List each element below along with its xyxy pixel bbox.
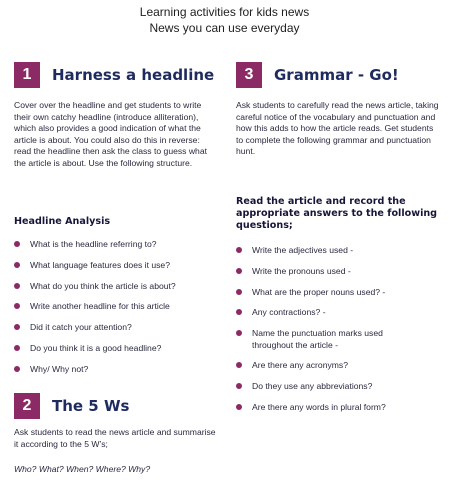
list-item xyxy=(14,301,224,312)
list-item-text: Write another headline for this article xyxy=(30,301,170,312)
list-item-text: Write the pronouns used - xyxy=(252,265,351,276)
grammar-questions-list xyxy=(236,245,441,423)
page-subtitle: News you can use everyday xyxy=(149,21,300,35)
list-item-text: Write the adjectives used - xyxy=(252,245,354,255)
five-ws-questions: Who? What? When? Where? Why? xyxy=(14,464,151,474)
section-1-heading xyxy=(14,62,214,88)
list-item xyxy=(236,287,441,298)
list-item-text: What do you think the article is about? xyxy=(30,280,176,291)
section-2-paragraph: Ask students to read the news article and summarise it according to the 5 W’s; xyxy=(14,427,216,449)
bullet-icon xyxy=(236,309,242,315)
section-number-badge: 1 xyxy=(14,62,40,88)
list-item-text: Do you think it is a good headline? xyxy=(30,342,162,353)
list-item xyxy=(236,245,441,256)
headline-analysis-list xyxy=(14,239,224,385)
bullet-icon xyxy=(14,324,20,330)
list-item-text: What language features does it use? xyxy=(30,259,170,270)
section-title: Harness a headline xyxy=(52,66,215,84)
list-item-text: What is the headline referring to? xyxy=(30,239,157,249)
section-number-badge: 3 xyxy=(236,62,262,88)
bullet-icon xyxy=(14,303,20,309)
page-title: Learning activities for kids news xyxy=(139,5,310,19)
list-item xyxy=(236,328,441,351)
bullet-icon xyxy=(236,268,242,274)
bullet-icon xyxy=(236,362,242,368)
section-title: Grammar - Go! xyxy=(274,66,399,84)
headline-analysis-heading: Headline Analysis xyxy=(14,216,111,227)
bullet-icon xyxy=(236,247,242,253)
section-title: The 5 Ws xyxy=(52,397,130,415)
list-item-text: Why/ Why not? xyxy=(30,363,89,374)
list-item-text: Name the punctuation marks used throughout the article - xyxy=(252,328,383,350)
bullet-icon xyxy=(14,262,20,268)
list-item xyxy=(236,381,441,392)
bullet-icon xyxy=(236,330,242,336)
section-3-heading xyxy=(236,62,399,88)
page-header xyxy=(0,4,449,36)
list-item xyxy=(14,364,224,375)
section-1-paragraph: Cover over the headline and get students to write their own catchy headline (introduce alliteration), which also provides a good indication of what the article is about. You could also do this in reverse: read the headline then ask the class to guess what the article is about. Use the following structure. xyxy=(14,100,208,168)
list-item xyxy=(14,260,224,271)
bullet-icon xyxy=(14,366,20,372)
bullet-icon xyxy=(236,383,242,389)
bullet-icon xyxy=(236,289,242,295)
list-item xyxy=(14,281,224,292)
list-item xyxy=(236,266,441,277)
list-item-text: Any contractions? - xyxy=(252,307,326,318)
list-item xyxy=(236,360,441,371)
bullet-icon xyxy=(14,241,20,247)
grammar-questions-heading: Read the article and record the appropriate answers to the following questions; xyxy=(236,196,438,231)
list-item-text: Are there any acronyms? xyxy=(252,360,349,371)
section-2-heading xyxy=(14,393,129,419)
list-item-text: Do they use any abbreviations? xyxy=(252,381,373,392)
list-item-text: Are there any words in plural form? xyxy=(252,401,386,412)
bullet-icon xyxy=(14,283,20,289)
list-item-text: What are the proper nouns used? - xyxy=(252,286,386,297)
section-3-paragraph: Ask students to carefully read the news article, taking careful notice of the vocabulary and punctuation and how this adds to how the article reads. Get students to complete the following grammar and punctuation hunt. xyxy=(236,100,439,157)
list-item xyxy=(14,343,224,354)
list-item xyxy=(236,307,441,318)
section-number-badge: 2 xyxy=(14,393,40,419)
list-item-text: Did it catch your attention? xyxy=(30,322,132,333)
bullet-icon xyxy=(236,404,242,410)
list-item xyxy=(236,402,441,413)
list-item xyxy=(14,322,224,333)
list-item xyxy=(14,239,224,250)
bullet-icon xyxy=(14,345,20,351)
